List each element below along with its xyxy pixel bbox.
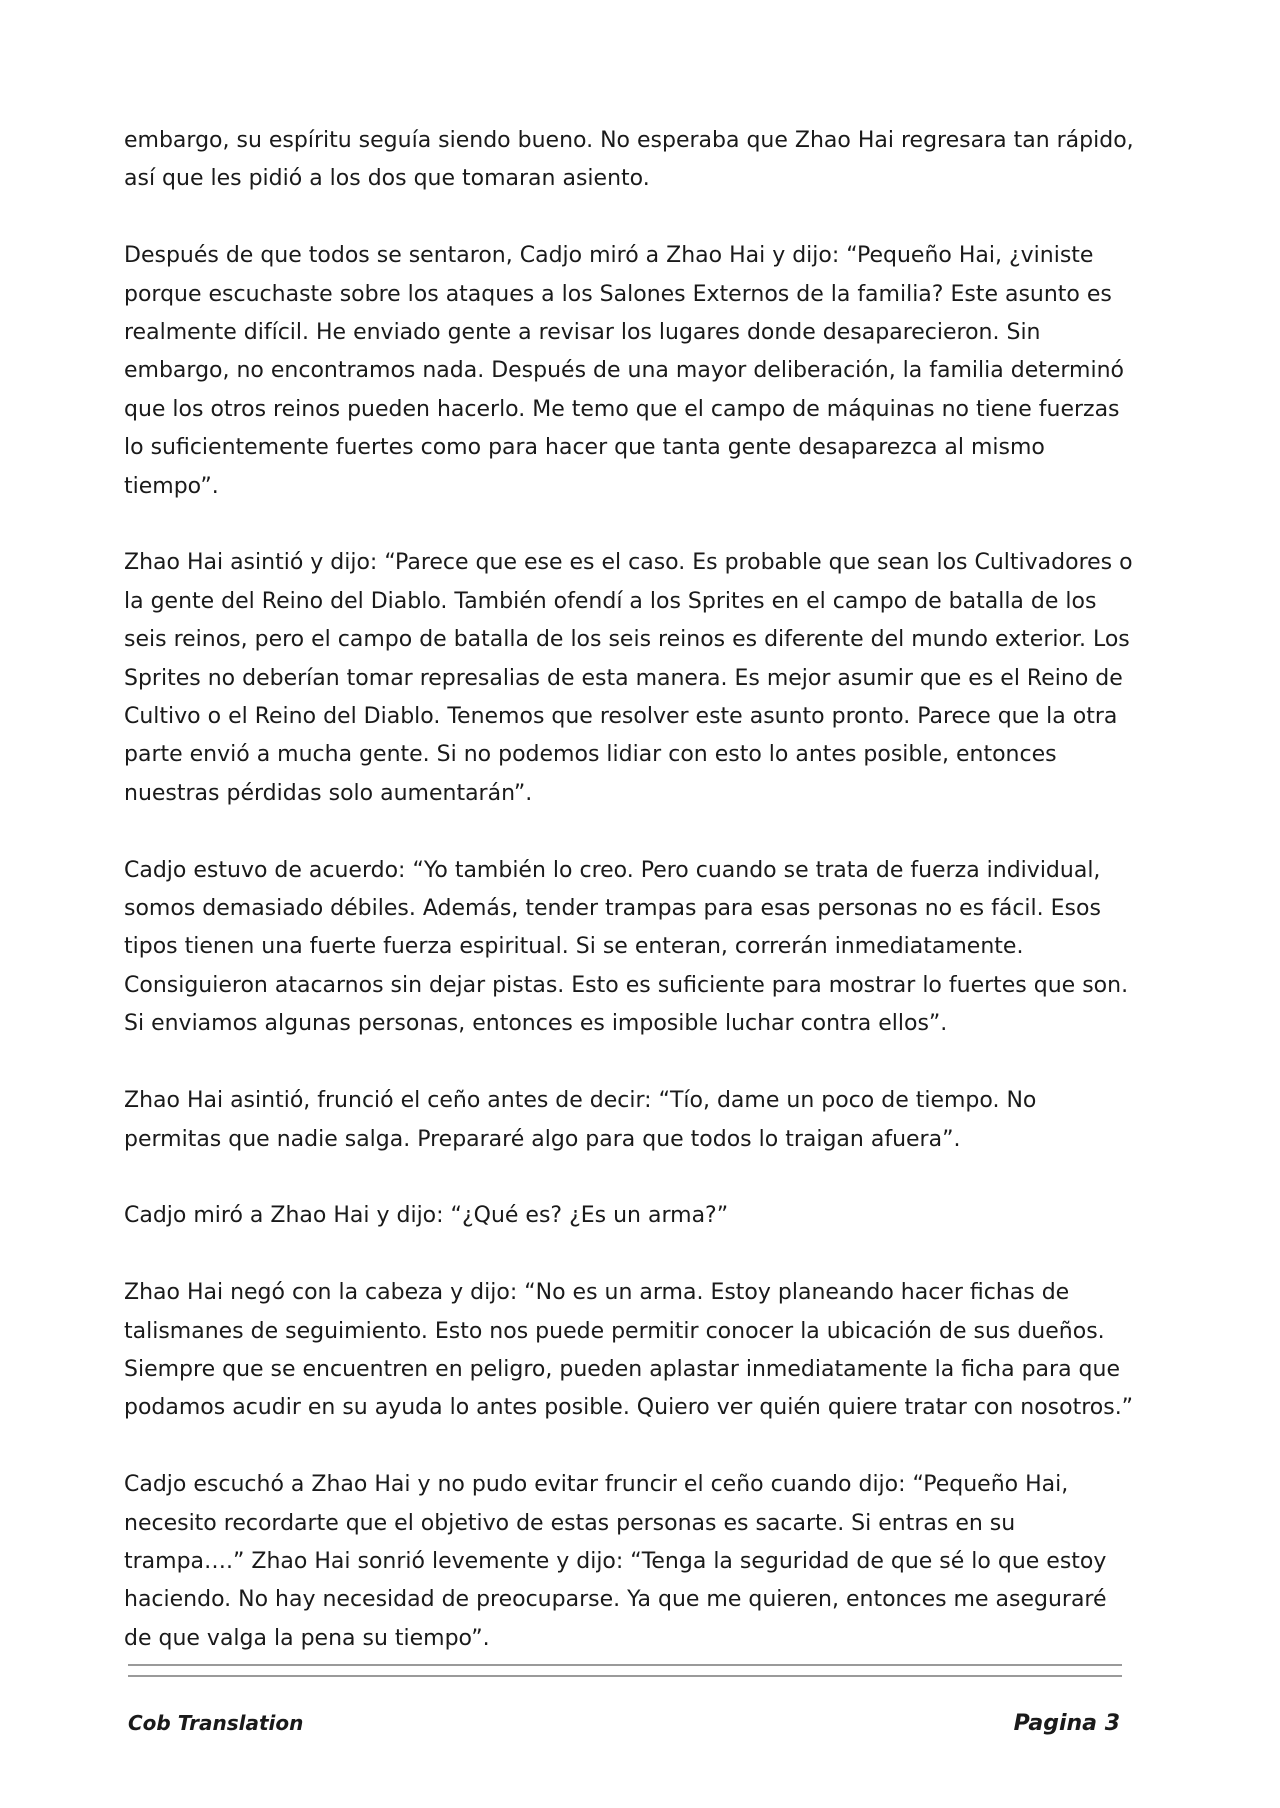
page-number: Pagina 3 <box>1013 1711 1120 1736</box>
footer-divider-top <box>128 1664 1122 1666</box>
paragraph: embargo, su espíritu seguía siendo bueno. No esperaba que Zhao Hai regresara tan rápido, así que les pidió a los dos que tomaran asiento. <box>124 128 1134 192</box>
paragraph: Cadjo estuvo de acuerdo: “Yo también lo creo. Pero cuando se trata de fuerza individual, somos demasiado débiles. Además, tender trampas para esas personas no es fácil. Esos tipos tienen una fuerte fuerza espiritual. Si se enteran, correrán inmediatamente. Consiguieron atacarnos sin dejar pistas. Esto es suficiente para mostrar lo fuertes que son. Si enviamos algunas personas, entonces es imposible luchar contra ellos”. <box>124 857 1129 1037</box>
paragraph: Después de que todos se sentaron, Cadjo miró a Zhao Hai y dijo: “Pequeño Hai, ¿viniste porque escuchaste sobre los ataques a los Salones Externos de la familia? Este asunto es realmente difícil. He enviado gente a revisar los lugares donde desaparecieron. Sin embargo, no encontramos nada. Después de una mayor deliberación, la familia determinó que los otros reinos pueden hacerlo. Me temo que el campo de máquinas no tiene fuerzas lo suficientemente fuertes como para hacer que tanta gente desaparezca al mismo tiempo”. <box>124 243 1125 499</box>
paragraph: Zhao Hai asintió y dijo: “Parece que ese es el caso. Es probable que sean los Cultivadores o la gente del Reino del Diablo. También ofendí a los Sprites en el campo de batalla de los seis reinos, pero el campo de batalla de los seis reinos es diferente del mundo exterior. Los Sprites no deberían tomar represalias de esta manera. Es mejor asumir que es el Reino de Cultivo o el Reino del Diablo. Tenemos que resolver este asunto pronto. Parece que la otra parte envió a mucha gente. Si no podemos lidiar con esto lo antes posible, entonces nuestras pérdidas solo aumentarán”. <box>124 550 1133 806</box>
document-body <box>124 122 1134 1697</box>
paragraph: Zhao Hai negó con la cabeza y dijo: “No es un arma. Estoy planeando hacer fichas de talismanes de seguimiento. Esto nos puede permitir conocer la ubicación de sus dueños. Siempre que se encuentren en peligro, pueden aplastar inmediatamente la ficha para que podamos acudir en su ayuda lo antes posible. Quiero ver quién quiere tratar con nosotros.” <box>124 1280 1134 1421</box>
paragraph: Cadjo escuchó a Zhao Hai y no pudo evitar fruncir el ceño cuando dijo: “Pequeño Hai, necesito recordarte que el objetivo de estas personas es sacarte. Si entras en su trampa….” Zhao Hai sonrió levemente y dijo: “Tenga la seguridad de que sé lo que estoy haciendo. No hay necesidad de preocuparse. Ya que me quieren, entonces me aseguraré de que valga la pena su tiempo”. <box>124 1472 1107 1651</box>
paragraph: Zhao Hai asintió, frunció el ceño antes de decir: “Tío, dame un poco de tiempo. No permitas que nadie salga. Prepararé algo para que todos lo traigan afuera”. <box>124 1088 1037 1152</box>
paragraph: Cadjo miró a Zhao Hai y dijo: “¿Qué es? ¿Es un arma?” <box>124 1203 729 1229</box>
footer-credit: Cob Translation <box>128 1711 304 1735</box>
footer-divider-bottom <box>128 1675 1122 1677</box>
